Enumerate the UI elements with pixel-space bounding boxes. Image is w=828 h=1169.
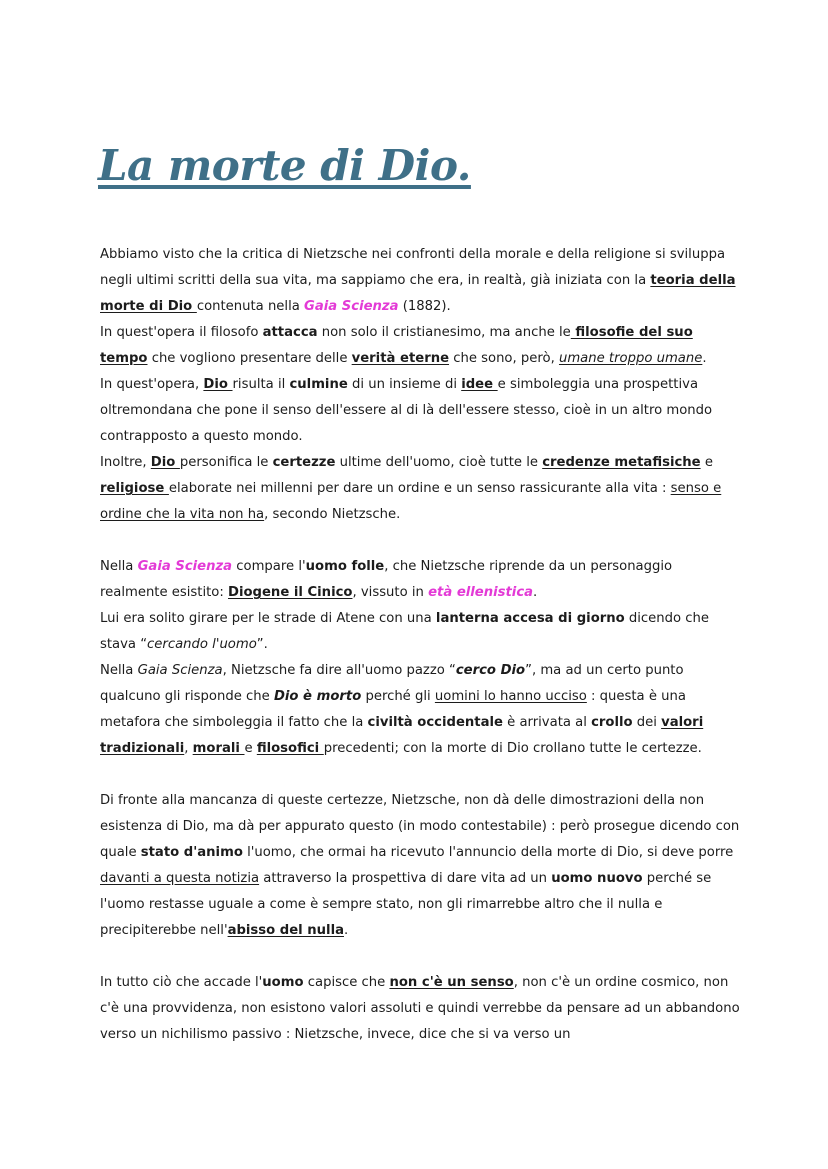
paragraph-lanterna: Lui era solito girare per le strade di Atene con una lanterna accesa di giorno dicendo che stava “cercando l'uomo”.	[100, 611, 710, 652]
paragraph-stato-animo: Di fronte alla mancanza di queste certezze, Nietzsche, non dà delle dimostrazioni della non esistenza di Dio, ma dà per appurato questo (in modo contestabile) : però prosegue dicendo con quale stato d'animo l'uomo, che ormai ha ricevuto l'annuncio della morte di Dio, si deve porre davanti a questa notizia attraverso la prospettiva di dare vita ad un uomo nuovo perché se l'uomo restasse uguale a come è sempre stato, non gli rimarrebbe altro che il nulla e precipiterebbe nell'abisso del nulla.	[100, 793, 740, 938]
paragraph-certezze: Inoltre, Dio personifica le certezze ultime dell'uomo, cioè tutte le credenze metafisiche e religiose elaborate nei millenni per dare un ordine e un senso rassicurante alla vita : senso e ordine che la vita non ha, secondo Nietzsche.	[100, 455, 722, 522]
paragraph-uomo-folle: Nella Gaia Scienza compare l'uomo folle, che Nietzsche riprende da un personaggio realmente esistito: Diogene il Cinico, vissuto in età ellenistica.	[100, 559, 673, 600]
paragraph-culmine: In quest'opera, Dio risulta il culmine di un insieme di idee e simboleggia una prospettiva oltremondana che pone il senso dell'essere al di là dell'essere stesso, cioè in un altro mondo contrapposto a questo mondo.	[100, 377, 713, 444]
paragraph-nichilismo: In tutto ciò che accade l'uomo capisce che non c'è un senso, non c'è un ordine cosmico, non c'è una provvidenza, non esistono valori assoluti e quindi verrebbe da pensare ad un abbandono verso un nichilismo passivo : Nietzsche, invece, dice che si va verso un	[100, 975, 740, 1042]
paragraph-attacca: In quest'opera il filosofo attacca non solo il cristianesimo, ma anche le filosofie del suo tempo che vogliono presentare delle verità eterne che sono, però, umane troppo umane.	[100, 325, 707, 366]
page-title: La morte di Dio.	[98, 141, 471, 190]
document-body	[100, 242, 740, 1048]
paragraph-dio-morto: Nella Gaia Scienza, Nietzsche fa dire all'uomo pazzo “cerco Dio”, ma ad un certo punto qualcuno gli risponde che Dio è morto perché gli uomini lo hanno ucciso : questa è una metafora che simboleggia il fatto che la civiltà occidentale è arrivata al crollo dei valori tradizionali, morali e filosofici precedenti; con la morte di Dio crollano tutte le certezze.	[100, 663, 704, 756]
paragraph-intro: Abbiamo visto che la critica di Nietzsche nei confronti della morale e della religione si sviluppa negli ultimi scritti della sua vita, ma sappiamo che era, in realtà, già iniziata con la teoria della morte di Dio contenuta nella Gaia Scienza (1882).	[100, 247, 736, 314]
